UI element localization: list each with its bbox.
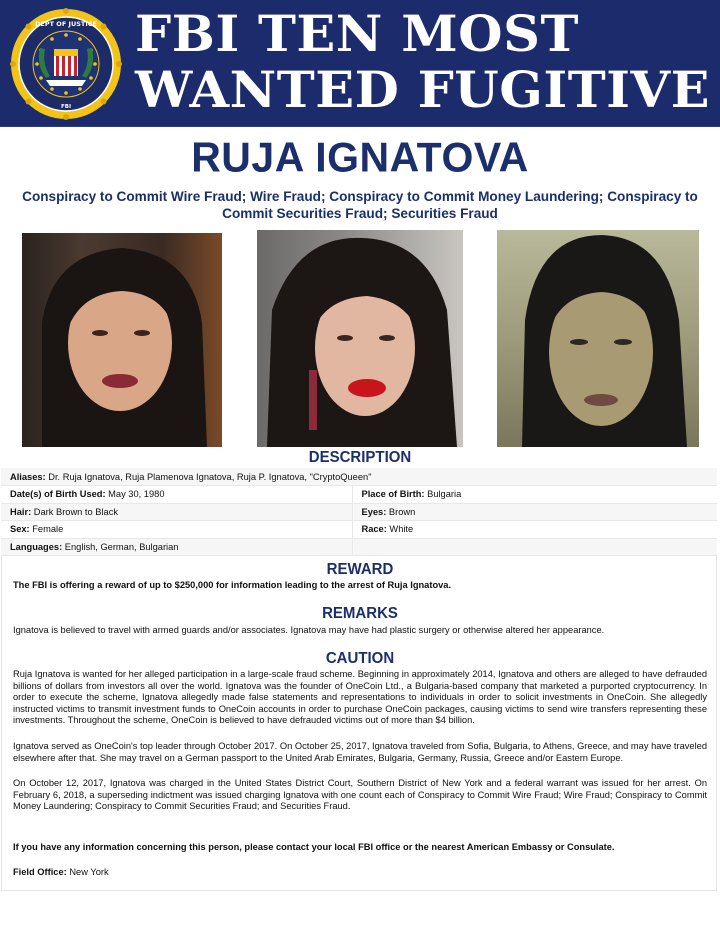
race-label: Race: — [361, 524, 387, 535]
person-photo-icon — [497, 230, 699, 447]
svg-text:DEPT OF JUSTICE: DEPT OF JUSTICE — [35, 20, 97, 28]
place-of-birth-value: Bulgaria — [427, 489, 462, 500]
table-row — [1, 468, 717, 486]
languages-value: English, German, Bulgarian — [64, 541, 179, 552]
aliases-cell — [1, 468, 717, 486]
race-cell — [352, 521, 717, 539]
person-photo-icon — [257, 230, 463, 447]
empty-cell — [352, 538, 717, 556]
caution-paragraph-2: Ignatova served as OneCoin's top leader through October 2017. On October 25, 2017, Ignatova traveled from Sofia, Bulgaria, to Athens, Greece, and may have traveled elsewhere after that. She may travel on a German passport to the United Arab Emirates, Bulgaria, Germany, Russia, Greece and/or Eastern Europe. — [13, 741, 707, 763]
place-of-birth-label: Place of Birth: — [361, 489, 425, 500]
fugitive-photo-3 — [497, 230, 699, 447]
reward-text: The FBI is offering a reward of up to $250,000 for information leading to the arrest of Ruja Ignatova. — [13, 580, 452, 590]
fugitive-charges: Conspiracy to Commit Wire Fraud; Wire Fraud; Conspiracy to Commit Money Laundering; Conspiracy to Commit Securities Fraud; Securities Fraud — [22, 189, 698, 221]
aliases-label: Aliases: — [10, 471, 46, 482]
remarks-heading: REMARKS — [322, 604, 398, 623]
svg-text:FBI: FBI — [61, 104, 71, 110]
eyes-label: Eyes: — [361, 506, 387, 517]
caution-heading: CAUTION — [325, 649, 395, 668]
fugitive-photo-1 — [22, 233, 222, 447]
eyes-value: Brown — [388, 506, 416, 517]
fugitive-name: RUJA IGNATOVA — [191, 133, 529, 181]
hair-value: Dark Brown to Black — [33, 506, 118, 517]
person-photo-icon — [22, 233, 222, 447]
hair-label: Hair: — [10, 506, 32, 517]
header-banner — [0, 0, 720, 127]
table-row — [1, 538, 717, 556]
dob-label: Date(s) of Birth Used: — [10, 489, 106, 500]
field-office-label: Field Office: — [13, 867, 67, 877]
banner-title — [135, 6, 710, 118]
hair-cell — [1, 503, 352, 521]
field-office-value: New York — [69, 867, 109, 877]
place-of-birth-cell — [352, 486, 717, 504]
race-value: White — [389, 524, 414, 535]
aliases-value: Dr. Ruja Ignatova, Ruja Plamenova Ignatova, Ruja P. Ignatova, "CryptoQueen" — [48, 471, 372, 482]
dob-value: May 30, 1980 — [108, 489, 165, 500]
sex-cell — [1, 521, 352, 539]
caution-paragraph-3: On October 12, 2017, Ignatova was charged in the United States District Court, Southern District of New York and a federal warrant was issued for her arrest. On February 6, 2018, a superseding indictment was issued charging Ignatova with one count each of Conspiracy to Commit Wire Fraud; Wire Fraud; Conspiracy to Commit Money Laundering; Conspiracy to Commit Securities Fraud; and Securities Fraud. — [13, 778, 707, 812]
banner-title-line1: FBI TEN MOST — [135, 4, 579, 63]
table-row — [1, 503, 717, 521]
languages-label: Languages: — [10, 541, 63, 552]
fbi-seal-icon — [10, 8, 122, 120]
contact-text: If you have any information concerning this person, please contact your local FBI office or the nearest American Embassy or Consulate. — [13, 842, 615, 852]
banner-title-line2: WANTED FUGITIVE — [135, 60, 711, 119]
caution-paragraph-1: Ruja Ignatova is wanted for her alleged participation in a large-scale fraud scheme. Beginning in approximately 2014, Ignatova and others are alleged to have defrauded billions of dollars from investors all over the world. Ignatova was the founder of OneCoin Ltd., a Bulgaria-based company that marketed a purported cryptocurrency. In order to execute the scheme, Ignatova allegedly made false statements and representations to individuals in order to solicit investments in OneCoin. She allegedly instructed victims to transmit investment funds to OneCoin accounts in order to purchase OneCoin packages, causing victims to send wire transfers representing these investments. Throughout the scheme, OneCoin is believed to have defrauded victims out of more than $4 billion. — [13, 669, 707, 726]
field-office — [13, 867, 707, 879]
dob-cell — [1, 486, 352, 504]
remarks-text: Ignatova is believed to travel with armed guards and/or associates. Ignatova may have had plastic surgery or otherwise altered her appearance. — [13, 625, 605, 635]
eyes-cell — [352, 503, 717, 521]
description-table — [1, 468, 717, 556]
sex-label: Sex: — [10, 524, 30, 535]
sex-value: Female — [32, 524, 64, 535]
languages-cell — [1, 538, 352, 556]
fugitive-photo-2 — [257, 230, 463, 447]
description-heading: DESCRIPTION — [308, 448, 412, 467]
reward-heading: REWARD — [326, 560, 394, 579]
table-row — [1, 486, 717, 504]
table-row — [1, 521, 717, 539]
